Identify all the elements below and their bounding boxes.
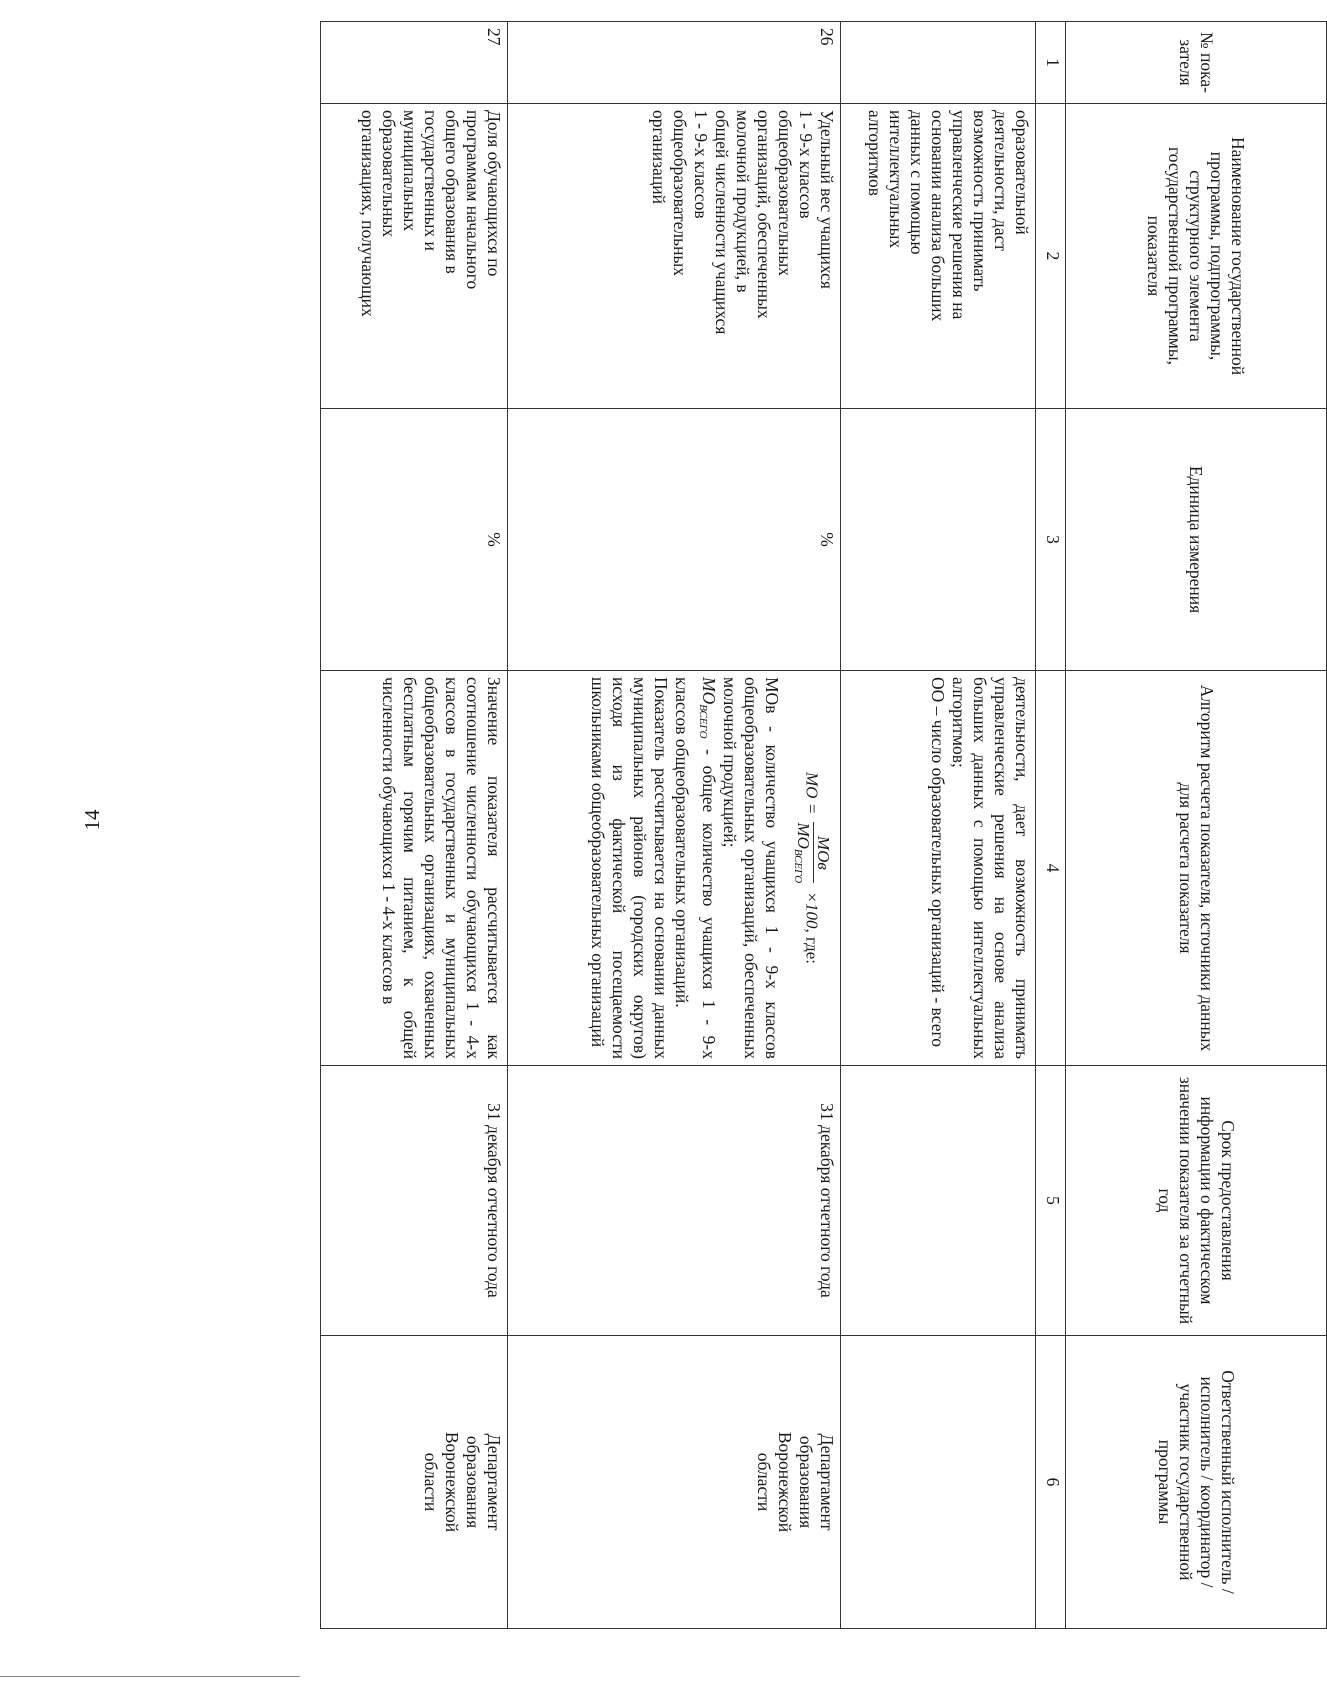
indicator-algorithm (508, 671, 841, 1066)
column-number-row (1036, 22, 1066, 1629)
indicator-responsible (841, 1336, 1036, 1629)
indicator-algorithm: деятельности, дает возможность принимать управленческие решения на основе анализа больших данных с помощью интеллектуальных алгоритмов; ОО – число образовательных организаций - всего (841, 671, 1036, 1066)
header-responsible: Ответственный исполнитель / исполнитель / координатор / участник государственной программы (1066, 1336, 1327, 1629)
header-unit: Единица измерения (1066, 409, 1327, 671)
header-deadline: Срок предоставления информации о фактическом значении показателя за отчетный год (1066, 1066, 1327, 1336)
formula-factor: ×100, (802, 891, 822, 933)
formula-numerator: МОв (813, 822, 833, 883)
algorithm-variable-subscript: ВСЕГО (697, 704, 709, 739)
column-number: 5 (1036, 1066, 1066, 1336)
formula-denominator (788, 822, 813, 883)
row-number: 27 (321, 22, 508, 104)
page-number: 14 (80, 809, 104, 831)
indicator-unit: % (508, 409, 841, 671)
row-number: 26 (508, 22, 841, 104)
formula-denominator-var: МО (794, 822, 813, 849)
algorithm-paragraph (671, 677, 719, 1059)
header-algorithm: Алгоритм расчета показателя, источники данных для расчета показателя (1066, 671, 1327, 1066)
column-number: 4 (1036, 671, 1066, 1066)
formula-denominator-subscript: ВСЕГО (792, 848, 804, 884)
indicator-deadline: 31 декабря отчетного года (321, 1066, 508, 1336)
header-name: Наименование государственной программы, подпрограммы, структурного элемента государственной программы, показателя (1066, 104, 1327, 409)
row-number (841, 22, 1036, 104)
indicator-table-rotated (133, 21, 1327, 1628)
formula-fraction (788, 822, 833, 883)
header-row (1066, 22, 1327, 1629)
table-row (508, 22, 841, 1629)
indicator-unit (841, 409, 1036, 671)
indicator-deadline (841, 1066, 1036, 1336)
footer-rule (0, 1676, 300, 1677)
algorithm-paragraph: МОв - количество учащихся 1 - 9-х классов общеобразовательных организаций, обеспеченных молочной продукцией; (720, 677, 782, 1059)
indicator-name: Удельный вес учащихся 1 - 9-х классов общеобразовательных организаций, обеспеченных молочной продукцией, в общей численности учащихся 1 - 9-х классов общеобразовательных организаций (508, 104, 841, 409)
indicator-deadline: 31 декабря отчетного года (508, 1066, 841, 1336)
indicator-unit: % (321, 409, 508, 671)
indicator-responsible: Департамент образования Воронежской области (321, 1336, 508, 1629)
algorithm-paragraph-text: - общее количество учащихся 1 - 9-х классов общеобразовательных организаций. (672, 677, 719, 1059)
formula (788, 677, 833, 1059)
algorithm-variable: МО (699, 677, 719, 705)
algorithm-paragraph: Показатель рассчитывается на основании данных муниципальных районов (городских округов) исходя из фактической посещаемости школьниками общеобразовательных организаций (588, 677, 671, 1059)
indicator-table (320, 21, 1327, 1629)
indicator-responsible: Департамент образования Воронежской области (508, 1336, 841, 1629)
formula-suffix: где: (802, 936, 822, 964)
column-number: 2 (1036, 104, 1066, 409)
column-number: 6 (1036, 1336, 1066, 1629)
indicator-name: образовательной деятельности, даст возможность принимать управленческие решения на основании анализа больших данных с помощью интеллектуальных алгоритмов (841, 104, 1036, 409)
equals-sign: = (802, 802, 822, 815)
column-number: 3 (1036, 409, 1066, 671)
header-number: № пока-зателя (1066, 22, 1327, 104)
table-row (841, 22, 1036, 1629)
table-row (321, 22, 508, 1629)
column-number: 1 (1036, 22, 1066, 104)
indicator-name: Доля обучающихся по программам начального общего образования в государственных и муниципальных образовательных организациях, получающих (321, 104, 508, 409)
formula-lhs: МО (802, 772, 822, 799)
indicator-algorithm: Значение показателя рассчитывается как соотношение численности обучающихся 1 - 4-х классов в государственных и муниципальных общеобразовательных организациях, охваченных бесплатным горячим питанием, к общей численности обучающихся 1 - 4-х классов в (321, 671, 508, 1066)
